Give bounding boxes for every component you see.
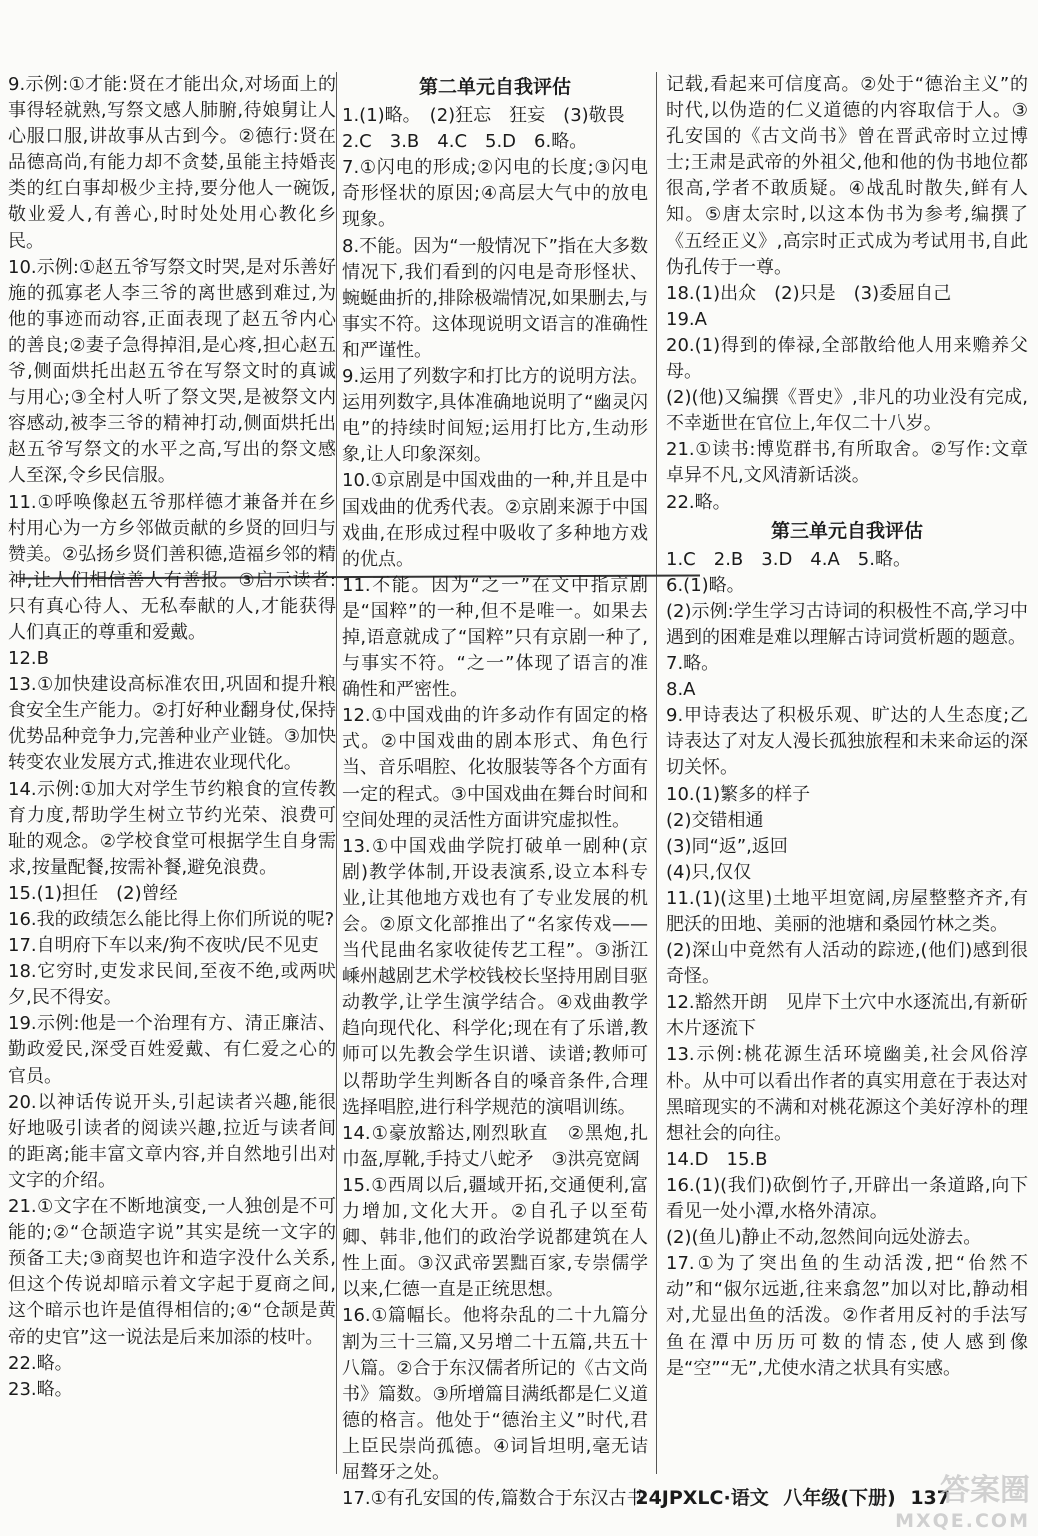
answer-item: 9.运用了列数字和打比方的说明方法。运用列数字,具体准确地说明了“幽灵闪电”的持续时间短;运用打比方,生动形象,让人印象深刻。 xyxy=(342,366,648,466)
answer-item: 21.①读书:博览群书,有所取舍。②写作:文章卓异不凡,文风清新话淡。 xyxy=(666,439,1028,487)
answer-item: (2)(鱼儿)静止不动,忽然间向远处游去。 xyxy=(666,1227,982,1249)
grade-label: 八年级(下册) xyxy=(783,1487,896,1509)
column-divider-left xyxy=(336,72,337,1474)
answer-item: 18.它穷时,吏发求民间,至夜不绝,或两吠夕,民不得安。 xyxy=(8,961,336,1009)
answer-item: 6.(1)略。 xyxy=(666,574,745,596)
answer-item: 23.略。 xyxy=(8,1378,73,1400)
column-right xyxy=(666,72,1028,1382)
answer-item: 12.①中国戏曲的许多动作有固定的格式。②中国戏曲的剧本形式、角色行当、音乐唱腔、化妆服装等各个方面有一定的程式。③中国戏曲在舞台时间和空间处理的灵活性方面讲究虚拟性。 xyxy=(342,705,648,831)
section-heading: 第二单元自我评估 xyxy=(418,76,571,98)
answer-item: 18.(1)出众 (2)只是 (3)委屈自己 xyxy=(666,282,952,304)
answer-item: 11.不能。因为“之一”在文中指京剧是“国粹”的一种,但不是唯一。如果去掉,语意就成了“国粹”只有京剧一种了,与事实不符。“之一”体现了语言的准确性和严密性。 xyxy=(342,574,648,701)
book-code: 24JPXLC·语文 xyxy=(635,1487,769,1509)
answer-item: (2)(他)又编撰《晋史》,非凡的功业没有完成,不幸逝世在官位上,年仅二十八岁。 xyxy=(666,387,1028,435)
answer-item: 7.①闪电的形成;②闪电的长度;③闪电奇形怪状的原因;④高层大气中的放电现象。 xyxy=(342,157,648,231)
answer-item: 17.①为了突出鱼的生动活泼,把“佁然不动”和“俶尔远逝,往来翕忽”加以对比,静动相对,尤显出鱼的活泼。②作者用反衬的手法写鱼在潭中历历可数的情态,使人感到像是“空”“无”,尤使水清之状具有实感。 xyxy=(666,1253,1028,1379)
answer-item: 19.A xyxy=(666,308,707,330)
answer-item: (2)深山中竟然有人活动的踪迹,(他们)感到很奇怪。 xyxy=(666,940,1028,988)
answer-item: (4)只,仅仅 xyxy=(666,861,752,883)
answer-item: 13.①中国戏曲学院打破单一剧种(京剧)教学体制,开设表演系,设立本科专业,让其他地方戏也有了专业发展的机会。②原文化部推出了“名家传戏——当代昆曲名家收徒传艺工程”。③浙江嵊州越剧艺术学校钱校长坚持用剧目驱动教学,让学生演学结合。④戏曲教学趋向现代化、科学化;现在有了乐谱,教师可以先教会学生识谱、读谱;教师可以帮助学生判断各自的嗓音条件,合理选择唱腔,进行科学规范的演唱训练。 xyxy=(342,835,648,1118)
answer-item: 12.B xyxy=(8,648,49,670)
answer-item: 20.以神话传说开头,引起读者兴趣,能很好地吸引读者的阅读兴趣,拉近与读者间的距离;能丰富文章内容,并自然地引出对文字的介绍。 xyxy=(8,1091,336,1191)
page-number: 137 xyxy=(910,1487,950,1509)
answer-item: 14.①豪放豁达,刚烈耿直 ②黑炮,扎巾盔,厚靴,手持丈八蛇矛 ③洪亮宽阔 xyxy=(342,1122,648,1170)
answer-item: 8.A xyxy=(666,679,696,701)
answer-item: 13.①加快建设高标准农田,巩固和提升粮食安全生产能力。②打好种业翻身仗,保持优势品种竞争力,完善种业产业链。③加快转变农业发展方式,推进农业现代化。 xyxy=(8,674,336,774)
answer-item: 15.①西周以后,疆域开拓,交通便利,富力增加,文化大开。②自孔子以至荀卿、韩非,他们的政治学说都建筑在人性上面。③汉武帝罢黜百家,专崇儒学以来,仁德一直是正统思想。 xyxy=(342,1174,648,1301)
answer-item: 11.①呼唤像赵五爷那样德才兼备并在乡村用心为一方乡邻做贡献的乡贤的回归与赞美。②弘扬乡贤们善积德,造福乡邻的精神,让人们相信善人有善报。③启示读者:只有真心待人、无私奉献的人,才能获得人们真正的尊重和爱戴。 xyxy=(8,491,336,643)
answer-item: 10.①京剧是中国戏曲的一种,并且是中国戏曲的优秀代表。②京剧来源于中国戏曲,在形成过程中吸收了多种地方戏的优点。 xyxy=(342,470,648,570)
answer-item: 16.我的政绩怎么能比得上你们所说的呢? xyxy=(8,909,335,930)
column-divider-right xyxy=(656,72,657,1474)
answer-item: 19.示例:他是一个治理有方、清正廉洁、勤政爱民,深受百姓爱戴、有仁爱之心的官员。 xyxy=(8,1013,336,1087)
answer-item: 1.C 2.B 3.D 4.A 5.略。 xyxy=(666,548,911,570)
answer-item: 22.略。 xyxy=(666,491,731,513)
answer-item: 20.(1)得到的俸禄,全部散给他人用来赡养父母。 xyxy=(666,334,1028,383)
watermark-site: MXQE.COM xyxy=(895,1510,1030,1532)
answer-item: 17.自明府下车以来/狗不夜吠/民不见吏 xyxy=(8,935,319,957)
answer-item: 2.C 3.B 4.C 5.D 6.略。 xyxy=(342,131,588,153)
column-middle xyxy=(342,72,648,1512)
answer-item: 16.①篇幅长。他将杂乱的二十九篇分割为三十三篇,又另增二十五篇,共五十八篇。②合于东汉儒者所记的《古文尚书》篇数。③所增篇目满纸都是仁义道德的格言。他处于“德治主义”时代,君上臣民崇尚孤德。④词旨坦明,毫无诘屈聱牙之处。 xyxy=(342,1305,648,1483)
answer-item: 12.豁然开朗 见岸下土穴中水逐流出,有新斫木片逐流下 xyxy=(666,992,1028,1040)
watermark-text: 答案圈 xyxy=(940,1473,1030,1508)
answer-item: 14.D 15.B xyxy=(666,1148,768,1170)
answer-item: (3)同“返”,返回 xyxy=(666,835,788,857)
answer-item: 16.(1)(我们)砍倒竹子,开辟出一条道路,向下看见一处小潭,水格外清凉。 xyxy=(666,1174,1028,1223)
watermark-logo xyxy=(890,1473,1030,1536)
answer-item: 9.甲诗表达了积极乐观、旷达的人生态度;乙诗表达了对友人漫长孤独旅程和未来命运的深切关怀。 xyxy=(666,705,1028,779)
answer-item: 15.(1)担任 (2)曾经 xyxy=(8,882,178,904)
answer-item: (2)示例:学生学习古诗词的积极性不高,学习中遇到的困难是难以理解古诗词赏析题的题意。 xyxy=(666,600,1028,648)
answer-item: 11.(1)(这里)土地平坦宽阔,房屋整整齐齐,有肥沃的田地、美丽的池塘和桑园竹林之类。 xyxy=(666,887,1028,935)
answer-item: 9.示例:①才能:贤在才能出众,对场面上的事得轻就熟,写祭文感人肺腑,待娘舅让人心服口服,讲故事从古到今。②德行:贤在品德高尚,有能力却不贪婪,虽能主持婚丧类的红白事却极少主持,要分他人一碗饭,敬业爱人,有善心,时时处处用心教化乡民。 xyxy=(8,74,336,252)
section-heading: 第三单元自我评估 xyxy=(770,519,923,542)
answer-item: 14.示例:①加大对学生节约粮食的宣传教育力度,帮助学生树立节约光荣、浪费可耻的观念。②学校食堂可根据学生自身需求,按量配餐,按需补餐,避免浪费。 xyxy=(8,778,336,878)
answer-item: 13.示例:桃花源生活环境幽美,社会风俗淳朴。从中可以看出作者的真实用意在于表达对黑暗现实的不满和对桃花源这个美好淳朴的理想社会的向往。 xyxy=(666,1044,1028,1144)
answer-item: (2)交错相通 xyxy=(666,809,764,831)
answer-item: 17.①有孔安国的传,篇数合于东汉古书 xyxy=(342,1488,645,1510)
answer-item: 21.①文字在不断地演变,一人独创是不可能的;②“仓颉造字说”其实是统一文字的预备工夫;③商契也许和造字没什么关系,但这个传说却暗示着文字起于夏商之间,这个暗示也许是值得相信的;④“仓颉是黄帝的史官”这一说法是后来加添的枝叶。 xyxy=(8,1196,336,1348)
column-left xyxy=(8,72,336,1403)
answer-item: 记载,看起来可信度高。②处于“德治主义”的时代,以伪造的仁义道德的内容取信于人。③孔安国的《古文尚书》曾在晋武帝时立过博士;王肃是武帝的外祖父,他和他的伪书地位都很高,学者不敢质疑。④战乱时散失,鲜有人知。⑤唐太宗时,以这本伪书为参考,编撰了《五经正义》,高宗时正式成为考试用书,自此伪孔传于一尊。 xyxy=(666,74,1028,278)
answer-item: 10.示例:①赵五爷写祭文时哭,是对乐善好施的孤寡老人李三爷的离世感到难过,为他的事迹而动容,正面表现了赵五爷内心的善良;②妻子急得掉泪,是心疼,担心赵五爷,侧面烘托出赵五爷在写祭文时的真诚与用心;③全村人听了祭文哭,是被祭文内容感动,被李三爷的精神打动,侧面烘托出赵五爷写祭文的水平之高,写出的祭文感人至深,令乡民信服。 xyxy=(8,256,336,487)
answer-item: 1.(1)略。 (2)狂忘 狂妄 (3)敬畏 xyxy=(342,105,625,127)
answer-item: 10.(1)繁多的样子 xyxy=(666,783,811,805)
answer-item: 22.略。 xyxy=(8,1352,73,1374)
answer-item: 8.不能。因为“一般情况下”指在大多数情况下,我们看到的闪电是奇形怪状、蜿蜒曲折的,排除极端情况,如果删去,与事实不符。这体现说明文语言的准确性和严谨性。 xyxy=(342,235,648,361)
answer-item: 7.略。 xyxy=(666,653,720,675)
